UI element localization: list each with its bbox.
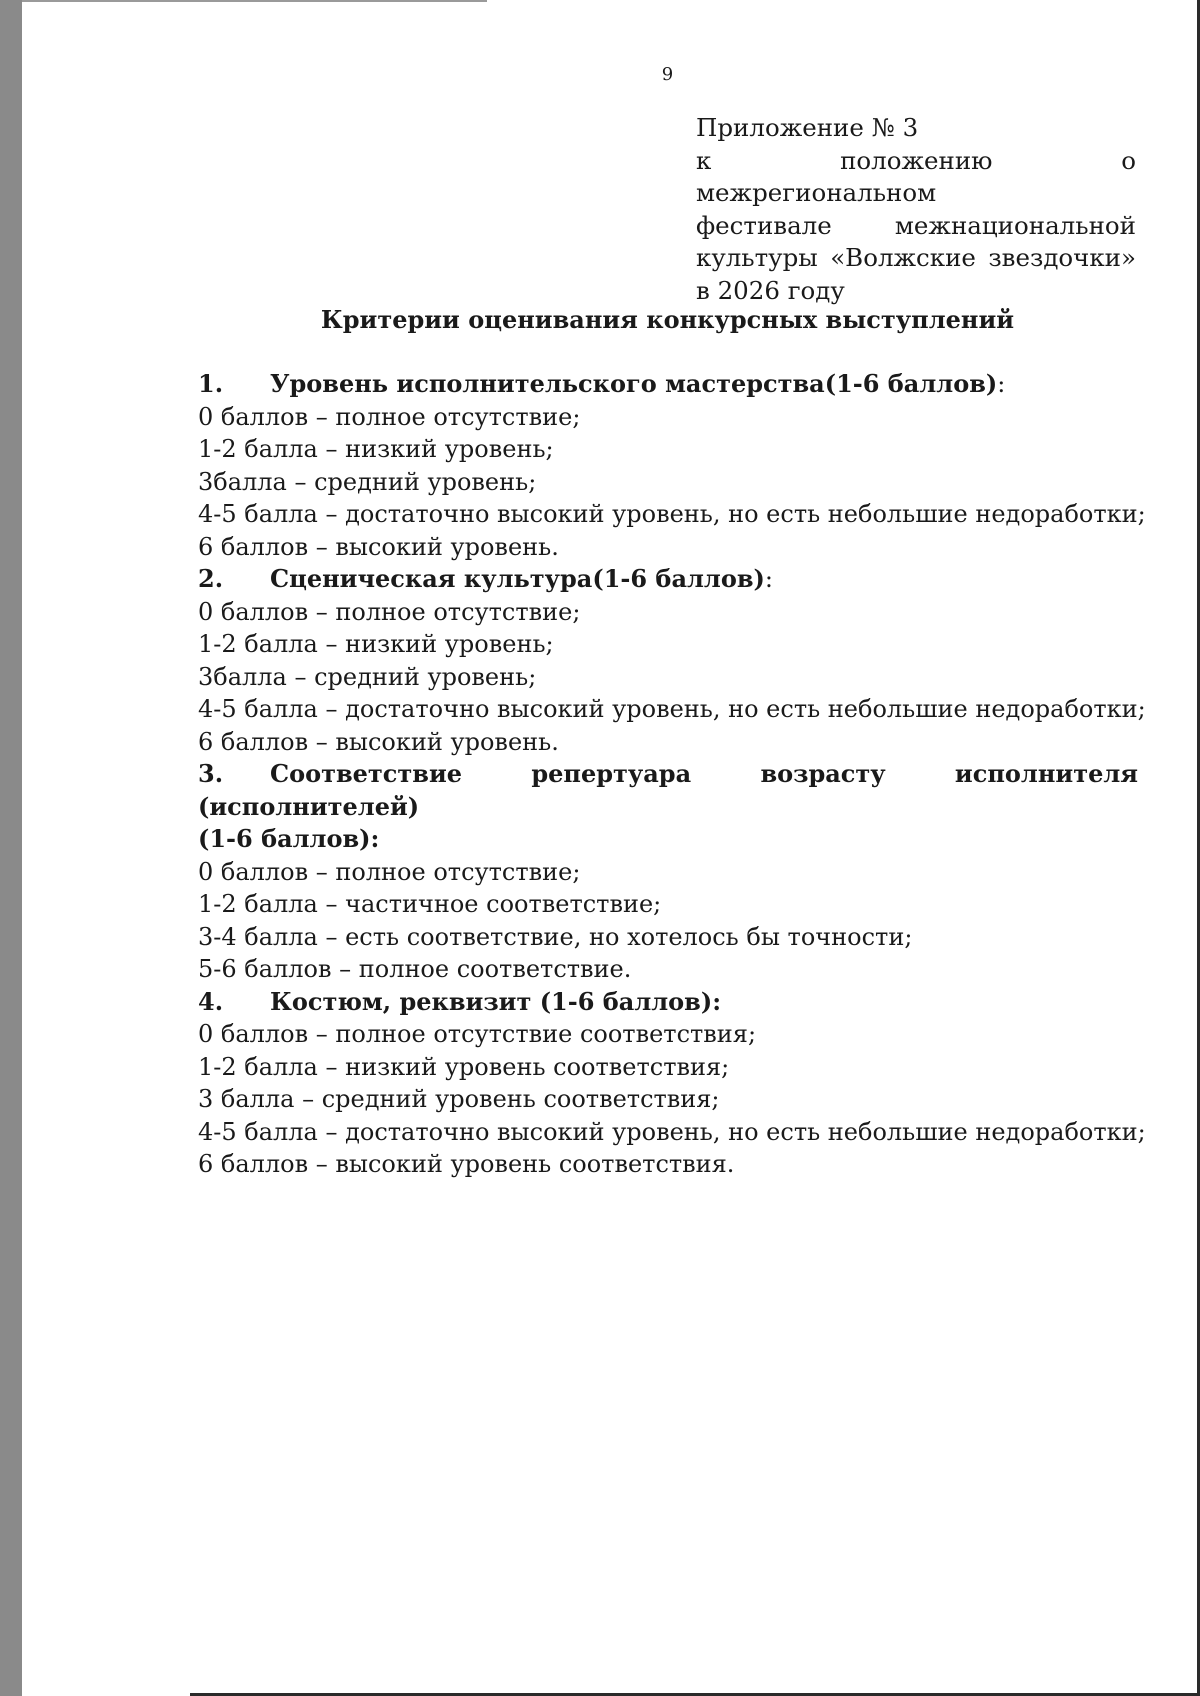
criteria-section — [198, 563, 1146, 758]
score-item: 3балла – средний уровень; — [198, 662, 537, 691]
section-number: 2. — [198, 564, 224, 593]
section-heading — [198, 758, 1138, 823]
scan-edge-top — [22, 0, 487, 2]
section-heading — [198, 986, 1138, 1019]
criteria-section — [198, 368, 1146, 563]
section-number: 3. — [198, 759, 224, 788]
score-item: 4-5 балла – достаточно высокий уровень, но есть небольшие недоработки; — [198, 1117, 1146, 1146]
score-item: 0 баллов – полное отсутствие; — [198, 402, 581, 431]
section-heading-text: Сценическая культура(1-6 баллов) — [270, 564, 765, 593]
appendix-note — [696, 112, 1136, 307]
score-item: 4-5 балла – достаточно высокий уровень, но есть небольшие недоработки; — [198, 500, 1146, 528]
score-item: 0 баллов – полное отсутствие; — [198, 857, 581, 886]
score-item: 3 балла – средний уровень соответствия; — [198, 1085, 720, 1113]
section-number: 1. — [198, 369, 224, 398]
score-item: 1-2 балла – низкий уровень; — [198, 435, 554, 463]
criteria-section — [198, 986, 1146, 1181]
score-item: 5-6 баллов – полное соответствие. — [198, 955, 632, 983]
section-heading-text: Соответствие репертуара возрасту исполнителя (исполнителей) — [198, 759, 1138, 821]
page-number: 9 — [661, 64, 674, 85]
section-heading — [198, 368, 1138, 401]
section-heading-text: Уровень исполнительского мастерства(1-6 баллов) — [270, 369, 998, 398]
score-item: 0 баллов – полное отсутствие; — [198, 597, 581, 626]
section-heading — [198, 563, 1138, 596]
criteria-section — [198, 758, 1138, 986]
score-item: 4-5 балла – достаточно высокий уровень, но есть небольшие недоработки; — [198, 695, 1146, 723]
scan-edge-left — [0, 0, 22, 1696]
score-item: 1-2 балла – частичное соответствие; — [198, 890, 662, 918]
section-heading-text: Костюм, реквизит (1-6 баллов): — [270, 986, 722, 1016]
section-number: 4. — [198, 986, 224, 1016]
appendix-line: фестивале межнациональной — [696, 210, 1136, 240]
appendix-line: Приложение № 3 — [696, 113, 919, 142]
score-item: 3-4 балла – есть соответствие, но хотелось бы точности; — [198, 922, 913, 951]
appendix-line: культуры «Волжские звездочки» — [696, 243, 1136, 272]
score-item: 6 баллов – высокий уровень соответствия. — [198, 1150, 735, 1178]
criteria-list — [198, 368, 1146, 1181]
section-heading-colon: : — [764, 565, 773, 593]
score-item: 0 баллов – полное отсутствие соответствия; — [198, 1020, 757, 1048]
score-item: 3балла – средний уровень; — [198, 467, 537, 496]
score-item: 1-2 балла – низкий уровень соответствия; — [198, 1052, 730, 1081]
section-heading-colon: : — [997, 370, 1006, 398]
score-item: 6 баллов – высокий уровень. — [198, 727, 559, 756]
document-title: Критерии оценивания конкурсных выступлений — [320, 305, 1015, 334]
appendix-line: к положению о межрегиональном — [696, 145, 1136, 207]
appendix-line: в 2026 году — [696, 275, 845, 305]
score-item: 1-2 балла – низкий уровень; — [198, 630, 554, 658]
score-item: 6 баллов – высокий уровень. — [198, 532, 559, 561]
section-heading-continuation: (1-6 баллов): — [198, 824, 380, 853]
